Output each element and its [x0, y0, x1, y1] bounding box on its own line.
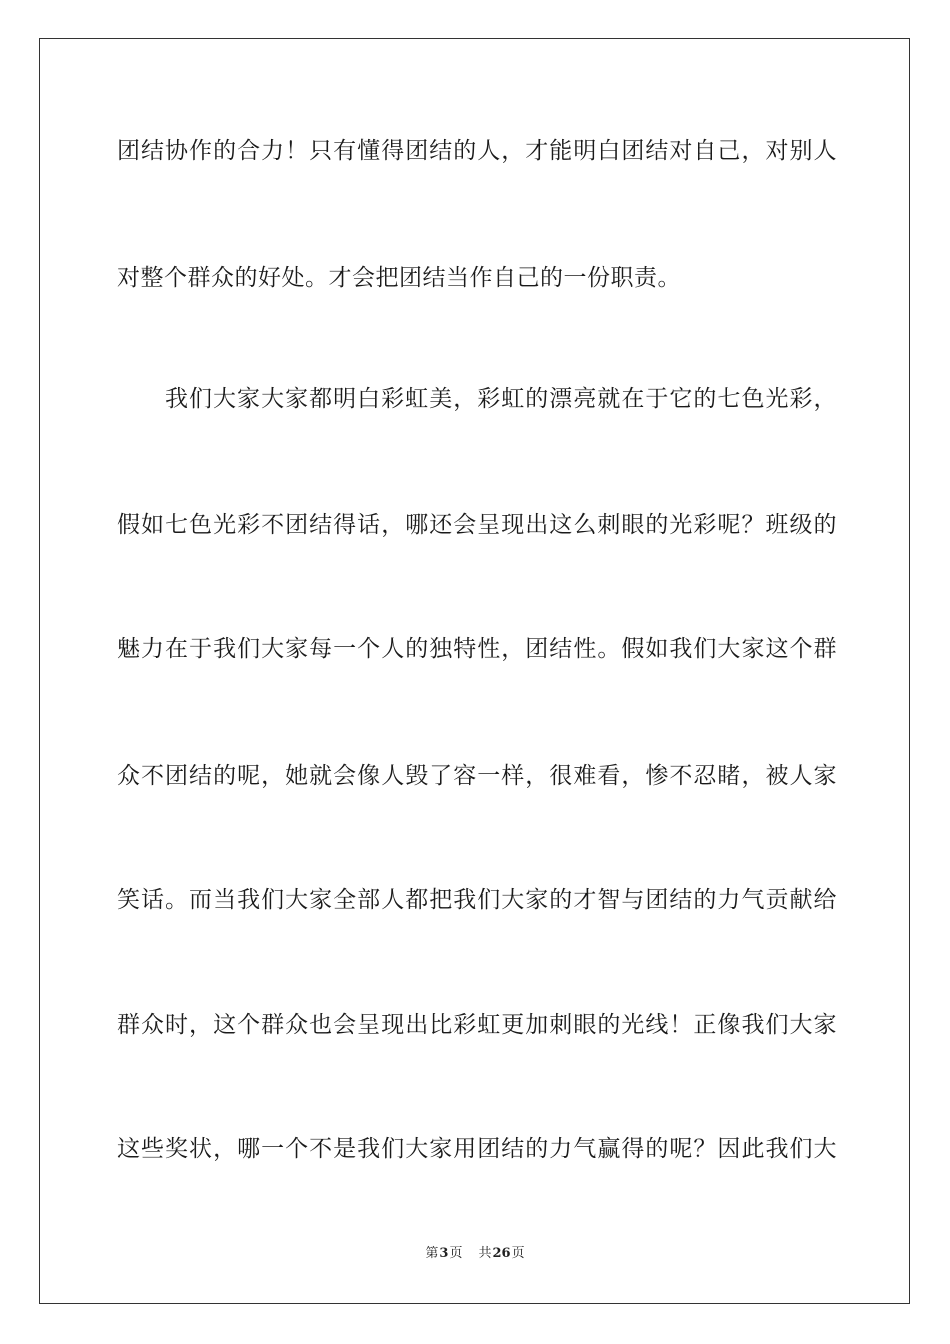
page-footer	[0, 1246, 950, 1262]
body-text-line: 笑话。而当我们大家全部人都把我们大家的才智与团结的力气贡献给	[117, 887, 837, 913]
body-text-line: 对整个群众的好处。才会把团结当作自己的一份职责。	[117, 265, 681, 291]
page-suffix: 页	[449, 1246, 463, 1261]
body-text-line: 这些奖状，哪一个不是我们大家用团结的力气赢得的呢？因此我们大	[117, 1136, 837, 1162]
page-border	[39, 38, 910, 1304]
body-text-line: 魅力在于我们大家每一个人的独特性，团结性。假如我们大家这个群	[117, 636, 837, 662]
body-text-line: 众不团结的呢，她就会像人毁了容一样，很难看，惨不忍睹，被人家	[117, 763, 837, 789]
body-text-line: 假如七色光彩不团结得话，哪还会呈现出这么刺眼的光彩呢？班级的	[117, 512, 837, 538]
total-suffix: 页	[511, 1246, 525, 1261]
body-text-line: 团结协作的合力！只有懂得团结的人，才能明白团结对自己，对别人	[117, 138, 837, 164]
body-text-line: 群众时，这个群众也会呈现出比彩虹更加刺眼的光线！正像我们大家	[117, 1012, 837, 1038]
page-number: 3	[439, 1246, 449, 1261]
page-prefix: 第	[425, 1246, 439, 1261]
total-prefix: 共	[478, 1246, 492, 1261]
paragraph-first-line: 我们大家大家都明白彩虹美，彩虹的漂亮就在于它的七色光彩，	[165, 386, 837, 412]
total-pages: 26	[492, 1246, 511, 1261]
